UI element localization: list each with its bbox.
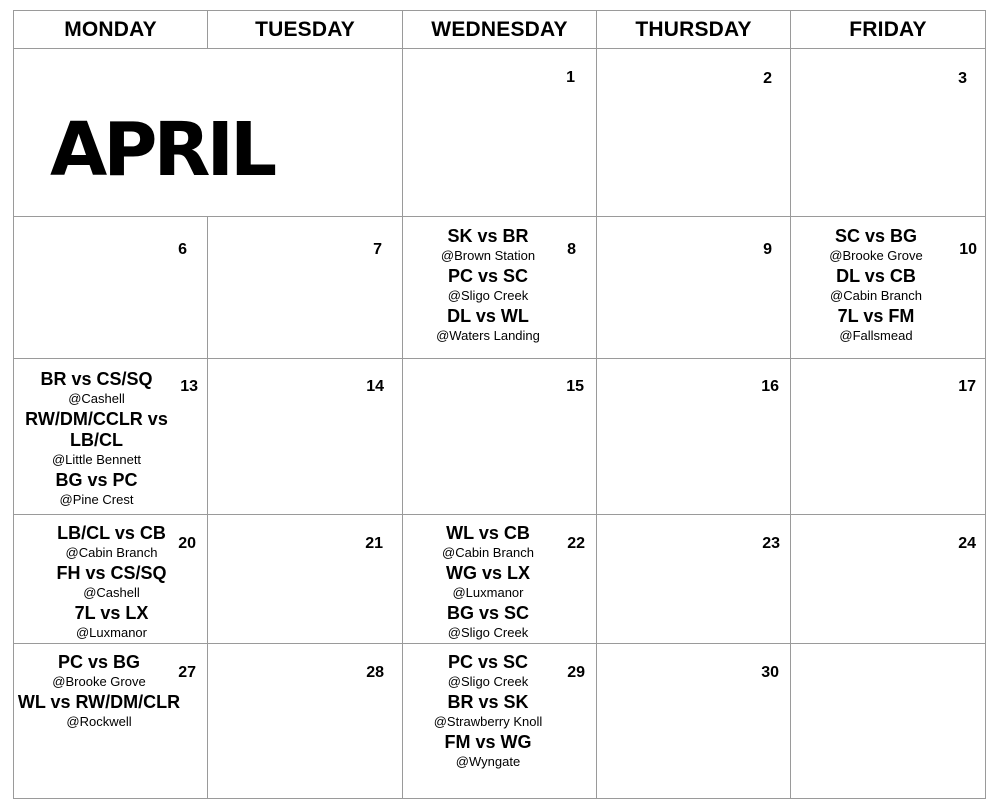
matchup: WG vs LX	[445, 563, 530, 583]
month-title-cell	[14, 49, 403, 217]
day-cell-15	[403, 359, 597, 515]
venue: @Pine Crest	[59, 492, 134, 507]
game-entry	[403, 266, 573, 305]
day-number: 8	[567, 241, 576, 258]
game-entry	[403, 306, 573, 345]
day-number: 3	[958, 70, 967, 87]
venue: @Brooke Grove	[52, 674, 146, 689]
venue: @Rockwell	[66, 714, 132, 729]
venue: @Cashell	[83, 585, 140, 600]
game-entry	[403, 523, 573, 562]
matchup: 7L vs FM	[837, 306, 915, 326]
game-list	[403, 523, 573, 643]
day-cell-7	[208, 217, 403, 359]
day-cell-22	[403, 515, 597, 644]
day-number: 10	[959, 241, 977, 258]
game-entry	[403, 652, 573, 691]
day-number: 1	[566, 69, 575, 86]
venue: @Cabin Branch	[830, 288, 922, 303]
weekday-thursday: THURSDAY	[597, 11, 791, 49]
game-list	[403, 226, 573, 346]
day-number: 7	[373, 241, 382, 258]
game-entry	[403, 692, 573, 731]
matchup: LB/CL vs CB	[57, 523, 166, 543]
matchup: BR vs CS/SQ	[40, 369, 153, 389]
game-entry	[403, 226, 573, 265]
day-cell-16	[597, 359, 791, 515]
matchup: WL vs RW/DM/CLR	[17, 692, 181, 712]
venue: @Wyngate	[455, 754, 521, 769]
venue: @Sligo Creek	[447, 674, 529, 689]
weekday-monday: MONDAY	[14, 11, 208, 49]
day-cell-9	[597, 217, 791, 359]
day-number: 20	[178, 535, 196, 552]
game-entry	[14, 692, 184, 731]
day-number: 15	[566, 378, 584, 395]
day-cell-empty	[791, 644, 986, 799]
matchup: FH vs CS/SQ	[56, 563, 167, 583]
venue: @Brown Station	[440, 248, 536, 263]
matchup: BG vs PC	[55, 470, 138, 490]
game-entry	[14, 603, 209, 642]
matchup: RW/DM/CCLR vs LB/CL	[25, 409, 168, 450]
day-cell-8	[403, 217, 597, 359]
day-cell-29	[403, 644, 597, 799]
matchup: WL vs CB	[446, 523, 530, 543]
game-list	[791, 226, 961, 346]
matchup: PC vs SC	[447, 652, 529, 672]
game-entry	[403, 563, 573, 602]
day-cell-14	[208, 359, 403, 515]
game-entry	[14, 369, 179, 408]
game-entry	[14, 470, 179, 509]
matchup: SC vs BG	[834, 226, 918, 246]
week-row	[14, 644, 986, 799]
day-cell-3	[791, 49, 986, 217]
day-cell-1	[403, 49, 597, 217]
game-entry	[791, 266, 961, 305]
day-number: 27	[178, 664, 196, 681]
calendar-grid	[13, 10, 986, 799]
venue: @Sligo Creek	[447, 625, 529, 640]
game-list	[403, 652, 573, 772]
venue: @Fallsmead	[839, 328, 913, 343]
matchup: PC vs BG	[57, 652, 141, 672]
venue: @Sligo Creek	[447, 288, 529, 303]
matchup: SK vs BR	[447, 226, 529, 246]
week-row	[14, 49, 986, 217]
day-number: 2	[763, 70, 772, 87]
game-entry	[403, 603, 573, 642]
venue: @Brooke Grove	[829, 248, 923, 263]
game-entry	[14, 409, 179, 469]
day-number: 29	[567, 664, 585, 681]
week-row	[14, 217, 986, 359]
game-entry	[14, 563, 209, 602]
day-number: 21	[365, 535, 383, 552]
day-number: 16	[761, 378, 779, 395]
game-entry	[791, 306, 961, 345]
day-number: 9	[763, 241, 772, 258]
day-cell-6	[14, 217, 208, 359]
venue: @Cabin Branch	[442, 545, 534, 560]
day-number: 13	[180, 378, 198, 395]
day-cell-23	[597, 515, 791, 644]
day-number: 28	[366, 664, 384, 681]
venue: @Waters Landing	[436, 328, 540, 343]
weekday-header-row	[14, 11, 986, 49]
day-number: 6	[178, 241, 187, 258]
day-cell-13	[14, 359, 208, 515]
week-row	[14, 359, 986, 515]
venue: @Luxmanor	[75, 625, 147, 640]
day-cell-21	[208, 515, 403, 644]
day-number: 23	[762, 535, 780, 552]
matchup: BG vs SC	[446, 603, 530, 623]
week-row	[14, 515, 986, 644]
matchup: PC vs SC	[447, 266, 529, 286]
day-cell-27	[14, 644, 208, 799]
matchup: FM vs WG	[444, 732, 532, 752]
day-cell-24	[791, 515, 986, 644]
weekday-friday: FRIDAY	[791, 11, 986, 49]
day-cell-30	[597, 644, 791, 799]
day-number: 17	[958, 378, 976, 395]
day-cell-2	[597, 49, 791, 217]
game-entry	[791, 226, 961, 265]
day-number: 24	[958, 535, 976, 552]
venue: @Little Bennett	[51, 452, 142, 467]
venue: @Luxmanor	[452, 585, 524, 600]
day-cell-17	[791, 359, 986, 515]
game-entry	[403, 732, 573, 771]
weekday-tuesday: TUESDAY	[208, 11, 403, 49]
day-cell-20	[14, 515, 208, 644]
day-cell-28	[208, 644, 403, 799]
day-number: 14	[366, 378, 384, 395]
day-number: 22	[567, 535, 585, 552]
month-title: APRIL	[50, 107, 274, 193]
day-number: 30	[761, 664, 779, 681]
venue: @Cabin Branch	[65, 545, 158, 560]
matchup: BR vs SK	[447, 692, 529, 712]
weekday-wednesday: WEDNESDAY	[403, 11, 597, 49]
matchup: DL vs WL	[447, 306, 529, 326]
venue: @Strawberry Knoll	[433, 714, 543, 729]
game-list	[14, 369, 179, 510]
game-entry	[14, 652, 184, 691]
day-cell-10	[791, 217, 986, 359]
matchup: 7L vs LX	[74, 603, 149, 623]
matchup: DL vs CB	[836, 266, 916, 286]
venue: @Cashell	[68, 391, 125, 406]
